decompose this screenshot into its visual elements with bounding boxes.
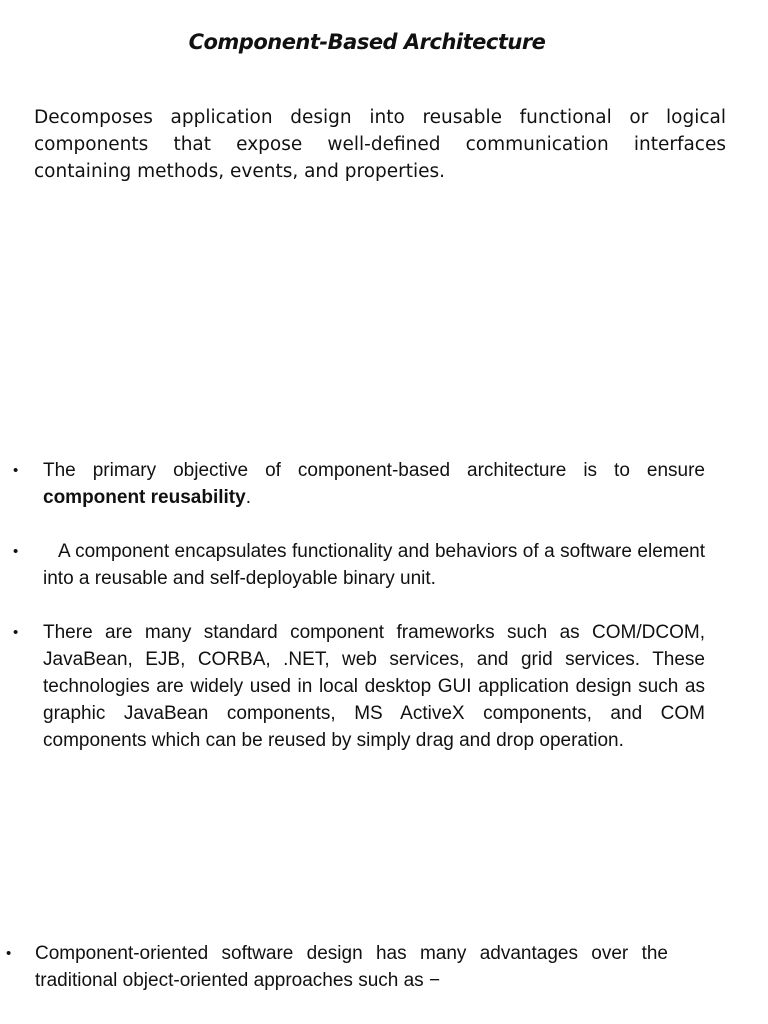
bullet-text: Component-oriented software design has many advantages over the traditional object-oriented approaches such as − — [35, 943, 668, 991]
bullet-item-frameworks — [13, 619, 705, 754]
page-title: Component-Based Architecture — [188, 30, 546, 54]
bullet-list — [0, 457, 768, 754]
bullet-icon: • — [13, 543, 19, 560]
bullet-item-encapsulation — [13, 538, 705, 592]
bullet-text: The primary objective of component-based architecture is to ensure — [43, 460, 705, 481]
bullet-text-bold: component reusability — [43, 487, 246, 508]
intro-paragraph: Decomposes application design into reusable functional or logical components that expose well-defined communication interfaces containing methods, events, and properties. — [34, 107, 726, 182]
bullet-text: A component encapsulates functionality and behaviors of a software element into a reusable and self-deployable binary unit. — [43, 541, 705, 589]
bullet-icon: • — [6, 945, 12, 962]
bullet-item-advantages — [6, 940, 668, 994]
bullet-text: There are many standard component frameworks such as COM/DCOM, JavaBean, EJB, CORBA, .NET, web services, and grid services. These technologies are widely used in local desktop GUI application design such as graphic JavaBean components, MS ActiveX components, and COM components which can be reused by simply drag and drop operation. — [43, 622, 705, 751]
bullet-item-objective — [13, 457, 705, 511]
bullet-icon: • — [13, 624, 19, 641]
bullet-list — [0, 940, 768, 994]
bullet-text: . — [245, 487, 251, 508]
bullet-icon: • — [13, 462, 19, 479]
